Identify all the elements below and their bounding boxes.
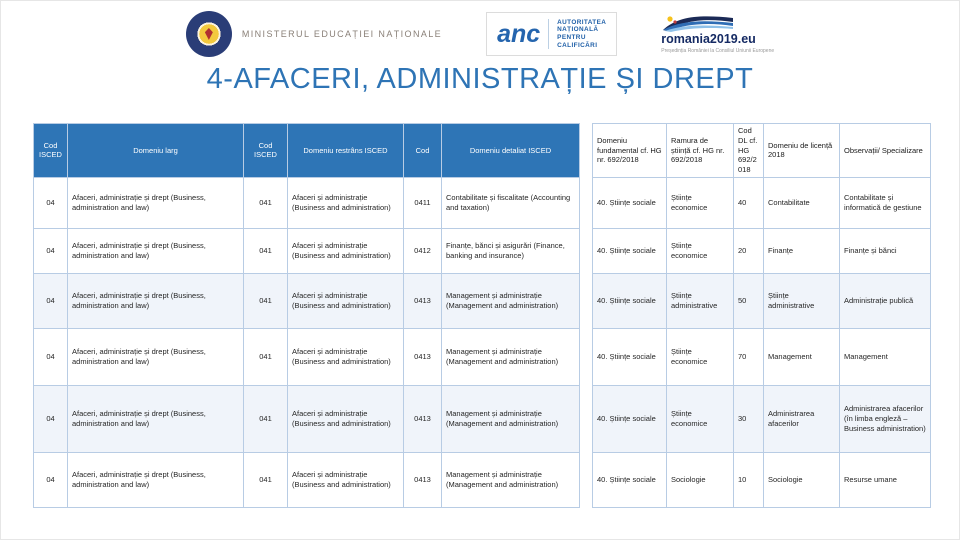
table-cell: 041 [244,228,288,273]
table-cell: 041 [244,177,288,228]
table-cell: Științe economice [667,385,734,452]
table-cell: 70 [734,328,764,385]
table-cell: 40. Științe sociale [593,328,667,385]
anc-logo [486,12,617,56]
table-cell: Administrarea afacerilor [764,385,840,452]
table-row [34,385,931,452]
table-row [34,228,931,273]
spacer-cell [580,124,593,178]
table-cell: 40. Științe sociale [593,452,667,507]
table-cell: 04 [34,177,68,228]
spacer-cell [580,452,593,507]
coat-of-arms-icon [186,11,232,57]
table-cell: Afaceri și administrație (Business and administration) [288,177,404,228]
table-cell: Afaceri și administrație (Business and administration) [288,328,404,385]
table-cell: 0413 [404,385,442,452]
table-cell: 04 [34,273,68,328]
column-header: Cod DL cf. HG 692/2018 [734,124,764,178]
spacer-cell [580,273,593,328]
table-cell: 0413 [404,273,442,328]
column-header: Observații/ Specializare [840,124,931,178]
table-cell: Sociologie [764,452,840,507]
table-cell: 04 [34,452,68,507]
table-cell: Afaceri și administrație (Business and administration) [288,452,404,507]
table-cell: Administrarea afacerilor (în limba engleză – Business administration) [840,385,931,452]
table-cell: Management și administrație (Management and administration) [442,452,580,507]
table-cell: Afaceri, administrație și drept (Business, administration and law) [68,228,244,273]
spacer-cell [580,177,593,228]
table-cell: 20 [734,228,764,273]
table-cell: Resurse umane [840,452,931,507]
column-header: Domeniu restrâns ISCED [288,124,404,178]
flag-wave-icon [661,14,735,32]
table-cell: Contabilitate și fiscalitate (Accounting and taxation) [442,177,580,228]
ministry-logo [186,11,442,57]
table-cell: 50 [734,273,764,328]
table-header-row [34,124,931,178]
table-cell: Afaceri și administrație (Business and administration) [288,228,404,273]
logos-row [1,7,959,61]
anc-logo-label [557,19,606,49]
table-cell: 041 [244,385,288,452]
table-cell: 40. Științe sociale [593,273,667,328]
anc-line: PENTRU [557,34,586,41]
table-cell: Afaceri, administrație și drept (Business, administration and law) [68,452,244,507]
table-cell: Științe administrative [667,273,734,328]
column-header: Domeniu fundamental cf. HG nr. 692/2018 [593,124,667,178]
table-cell: Sociologie [667,452,734,507]
table-cell: Management și administrație (Management and administration) [442,328,580,385]
divider [548,19,549,49]
table-cell: 0413 [404,328,442,385]
romania2019-logo-label: romania2019.eu [661,32,756,47]
table-row [34,177,931,228]
table-cell: Management și administrație (Management and administration) [442,385,580,452]
table-cell: Afaceri, administrație și drept (Business, administration and law) [68,177,244,228]
table-row [34,273,931,328]
table-cell: Afaceri, administrație și drept (Business, administration and law) [68,385,244,452]
spacer-cell [580,228,593,273]
table-cell: 04 [34,328,68,385]
table-cell: Științe economice [667,328,734,385]
anc-line: NAȚIONALĂ [557,26,599,34]
column-header: Cod [404,124,442,178]
table-cell: Contabilitate [764,177,840,228]
spacer-cell [580,385,593,452]
column-header: Domeniu larg [68,124,244,178]
table-cell: 40. Științe sociale [593,228,667,273]
table-cell: 40 [734,177,764,228]
table-cell: Management [840,328,931,385]
table-cell: 04 [34,385,68,452]
table-cell: 041 [244,273,288,328]
table-cell: 0411 [404,177,442,228]
table-cell: Științe economice [667,228,734,273]
table-cell: Afaceri și administrație (Business and administration) [288,273,404,328]
table-cell: Management și administrație (Management and administration) [442,273,580,328]
table-cell: Administrație publică [840,273,931,328]
table-cell: Finanțe și bănci [840,228,931,273]
table-row [34,328,931,385]
spacer-cell [580,328,593,385]
table-cell: Contabilitate și informatică de gestiune [840,177,931,228]
table-cell: 40. Științe sociale [593,177,667,228]
table-cell: Afaceri, administrație și drept (Business, administration and law) [68,273,244,328]
column-header: Domeniu detaliat ISCED [442,124,580,178]
table-cell: Afaceri, administrație și drept (Business, administration and law) [68,328,244,385]
table-cell: Management [764,328,840,385]
table-cell: Științe administrative [764,273,840,328]
table-cell: 041 [244,452,288,507]
page-title: 4-AFACERI, ADMINISTRAȚIE ȘI DREPT [206,63,754,95]
anc-wordmark: anc [497,19,541,48]
table-cell: 0412 [404,228,442,273]
table-cell: 0413 [404,452,442,507]
romania2019-logo-subtext: Președinția României la Consiliul Uniunii Europene [661,47,775,54]
column-header: Cod ISCED [34,124,68,178]
table-cell: Finanțe [764,228,840,273]
ministry-logo-label: MINISTERUL EDUCAȚIEI NAȚIONALE [241,29,443,39]
table-cell: 10 [734,452,764,507]
column-header: Ramura de știință cf. HG nr. 692/2018 [667,124,734,178]
table-row [34,452,931,507]
column-header: Cod ISCED [244,124,288,178]
table-cell: 40. Științe sociale [593,385,667,452]
table-cell: 30 [734,385,764,452]
romania2019-logo [661,14,774,54]
anc-line: CALIFICĂRI [557,41,598,49]
column-header: Domeniu de licență 2018 [764,124,840,178]
table-cell: Finanțe, bănci și asigurări (Finance, banking and insurance) [442,228,580,273]
classification-table [33,123,931,508]
table-cell: Afaceri și administrație (Business and administration) [288,385,404,452]
table-cell: 04 [34,228,68,273]
table-cell: 041 [244,328,288,385]
anc-line: AUTORITATEA [557,18,607,26]
table-cell: Științe economice [667,177,734,228]
